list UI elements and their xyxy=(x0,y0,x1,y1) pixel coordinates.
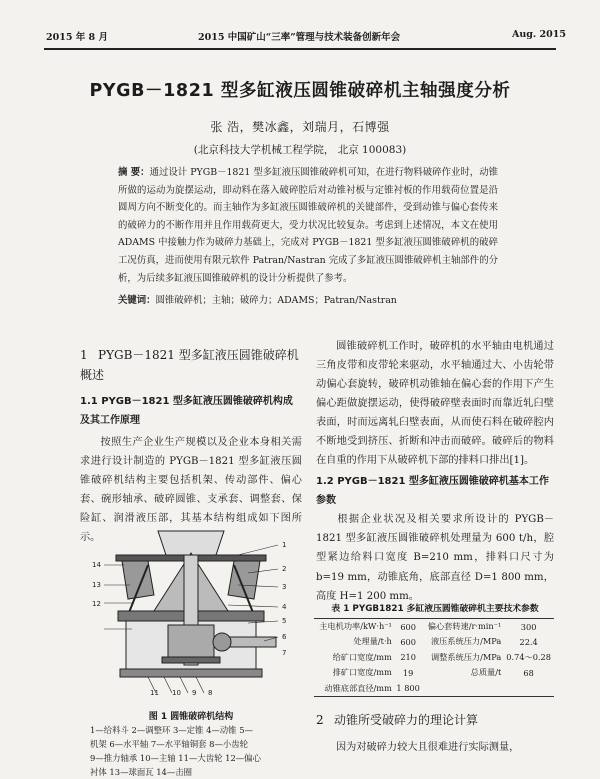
table-cell: 排矿口宽度/mm xyxy=(332,667,392,678)
header-date-en: Aug. 2015 xyxy=(512,29,566,40)
callout-8: 8 xyxy=(208,689,213,697)
subsection-1-2-heading xyxy=(316,472,554,510)
keywords-label: 关键词： xyxy=(118,295,156,306)
section-2-heading xyxy=(316,710,554,730)
callout-11: 11 xyxy=(150,689,159,697)
paper-authors: 张 浩，樊冰鑫，刘瑞月，石博强 xyxy=(210,120,390,134)
eccentric-bushing xyxy=(168,625,214,657)
paper-title: PYGB－1821 型多缸液压圆锥破碎机主轴强度分析 xyxy=(89,81,511,101)
table-cell: 19 xyxy=(402,667,414,678)
table-cell: 1 800 xyxy=(394,681,423,697)
adjusting-ring-left xyxy=(122,561,154,599)
callout-1: 1 xyxy=(282,541,287,549)
pinion-gear xyxy=(213,633,231,651)
parameters-table xyxy=(314,618,554,697)
section-2-title: 动锥所受破碎力的理论计算 xyxy=(334,713,479,727)
crusher-structure-figure xyxy=(88,525,294,697)
keywords xyxy=(118,292,498,306)
table-row xyxy=(314,619,554,635)
callout-12: 12 xyxy=(92,600,101,608)
feed-hopper xyxy=(158,531,224,555)
paragraph-parameters xyxy=(316,510,554,606)
callout-6: 6 xyxy=(282,633,287,641)
section-1-number: 1 xyxy=(80,348,88,362)
table-cell xyxy=(422,681,503,697)
subsection-1-2-number: 1.2 xyxy=(316,476,334,487)
subsection-1-1-number: 1.1 xyxy=(80,396,98,407)
abstract xyxy=(118,164,498,287)
subsection-1-1-heading xyxy=(80,392,302,430)
table-row xyxy=(314,634,554,650)
legend-line: 衬体 13—球面瓦 14—击圈 xyxy=(90,767,193,777)
frame-base xyxy=(120,669,262,677)
table-cell: 600 xyxy=(400,636,416,647)
callout-14: 14 xyxy=(92,561,101,569)
adjusting-ring-right xyxy=(228,561,260,599)
figure-caption: 图 1 圆锥破碎机结构 xyxy=(148,712,234,722)
paper-affiliation: (北京科技大学机械工程学院， 北京 100083) xyxy=(193,144,407,156)
table-row xyxy=(314,681,554,697)
crusher-drawing xyxy=(88,525,294,697)
legend-line: 机架 6—水平轴 7—水平轴铜套 8—小齿轮 xyxy=(90,739,248,749)
table-cell: 22.4 xyxy=(519,636,538,647)
paragraph-structure-text: 按照生产企业生产规模以及企业本身相关需求进行设计制造的 PYGB－1821 型多缸液压圆锥破碎机结构主要包括机架、传动部件、偏心套、碗形轴承、破碎圆锥、支承套、调整套、保险缸、润滑液压部，其基本结构组成如下图所示。 xyxy=(80,437,302,543)
paragraph-working-principle-text: 圆锥破碎机工作时，破碎机的水平轴由电机通过三角皮带和皮带轮来驱动，水平轴通过大、小齿轮带动偏心套旋转，破碎机动锥轴在偏心套的作用下产生偏心距做旋摆运动，使得破碎壁表面时而靠近轧臼壁表面，时而远离轧臼壁表面，从而使石料在破碎腔内不断地受到挤压、折断和冲击而破碎。破碎后的物料在自重的作用下从破碎机下部的排料口排出[1]。 xyxy=(316,341,554,466)
abstract-label: 摘 要： xyxy=(118,167,150,178)
header-conference: 2015 中国矿山“三率”管理与技术装备创新年会 xyxy=(198,32,401,43)
table-cell: 液压系统压力/MPa xyxy=(430,636,502,647)
header-rule xyxy=(44,48,556,50)
table-cell: 给矿口宽度/mm xyxy=(332,651,392,662)
table-cell: 处理量/t·h xyxy=(353,636,392,647)
callout-9: 9 xyxy=(192,689,197,697)
table-cell: 调整系统压力/MPa xyxy=(430,651,502,662)
table-cell: 0.74～0.28 xyxy=(506,651,551,662)
figure-legend xyxy=(90,723,302,779)
table-row xyxy=(314,650,554,666)
callout-7: 7 xyxy=(282,649,287,657)
table-cell: 偏心套转速/r·min⁻¹ xyxy=(422,619,503,635)
callout-3: 3 xyxy=(282,583,287,591)
running-header xyxy=(0,0,600,50)
callout-10: 10 xyxy=(172,689,181,697)
callout-2: 2 xyxy=(282,565,287,573)
subsection-1-1-title: PYGB－1821 型多缸液压圆锥破碎机构成及其工作原理 xyxy=(80,396,293,426)
abstract-text: 通过设计 PYGB－1821 型多缸液压圆锥破碎机可知，在进行物料破碎作业时，动锥所做的运动为旋摆运动，即动料在落入破碎腔后对动锥衬板与定锥衬板的作用载荷位置是沿圆周方向不断变化的。而主轴作为多缸液压圆锥破碎机的关键部件，受到动锥与偏心套传来的破碎力的不断作用并且作用载荷更大，受力状况比较复杂。考虑到上述情况，本文在使用 ADAMS 中接触力作为破碎力基础上，完成对 PYGB－1821 型多缸液压圆锥破碎机的破碎工况仿真，进而使用有限元软件 Patran/Nastran 完成了多缸液压圆锥破碎机主轴部件的分析，为后续多缸液压圆锥破碎机的设计分析提供了参考。 xyxy=(118,167,499,284)
callout-13: 13 xyxy=(92,581,101,589)
section-1-heading xyxy=(80,345,302,385)
legend-line: 9—推力轴承 10—主轴 11—大齿轮 12—偏心 xyxy=(90,753,261,763)
paragraph-parameters-text: 根据企业状况及相关要求所设计的 PYGB－1821 型多缸液压圆锥破碎机处理量为 600 t/h，腔型紧边给料口宽度 B=210 mm，排料口尺寸为 b=19 mm，动锥底角，底部直径 D=1 800 mm，高度 H=1 200 mm。 xyxy=(316,514,554,602)
table-caption: 表 1 PYGB1821 多缸液压圆锥破碎机主要技术参数 xyxy=(331,604,539,614)
table-cell: 600 xyxy=(394,619,423,635)
callout-4: 4 xyxy=(282,603,287,611)
section-2-number: 2 xyxy=(316,713,324,727)
legend-line: 1—给料斗 2—调整环 3—定锥 4—动锥 5— xyxy=(90,725,253,735)
subsection-1-2-title: PYGB－1821 型多缸液压圆锥破碎机基本工作参数 xyxy=(316,476,549,506)
section-1-title: PYGB－1821 型多缸液压圆锥破碎机概述 xyxy=(80,348,299,382)
table-cell: 300 xyxy=(503,619,554,635)
callout-5: 5 xyxy=(282,617,287,625)
table-cell xyxy=(503,681,554,697)
thrust-bearing xyxy=(162,657,220,663)
header-date: 2015 年 8 月 xyxy=(46,32,108,43)
paragraph-working-principle xyxy=(316,337,554,470)
table-cell: 动锥底部直径/mm xyxy=(314,681,394,697)
keywords-text: 圆锥破碎机；主轴；破碎力；ADAMS；Patran/Nastran xyxy=(155,295,397,306)
paragraph-force-intro: 因为对破碎力较大且很难进行实际测量， xyxy=(336,742,520,753)
table-cell: 主电机功率/kW·h⁻¹ xyxy=(314,619,394,635)
table-cell: 68 xyxy=(523,667,534,678)
table-cell: 总质量/t xyxy=(470,667,502,678)
table-row xyxy=(314,665,554,681)
table-cell: 210 xyxy=(400,652,416,663)
